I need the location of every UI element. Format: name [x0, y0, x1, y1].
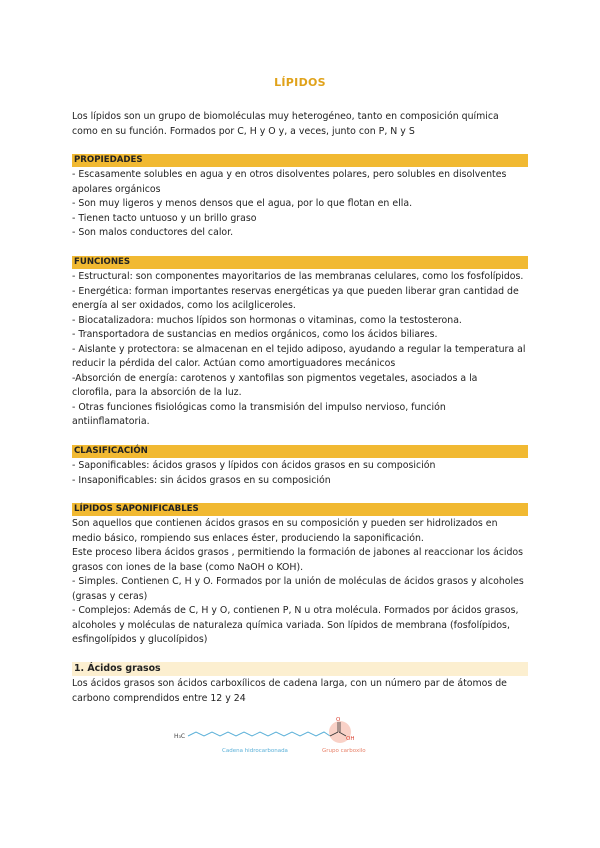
carboxyl-caption: Grupo carboxilo [322, 748, 366, 754]
list-item: - Transportadora de sustancias en medios orgánicos, como los ácidos biliares. [72, 329, 438, 340]
paragraph-line: medio básico, rompiendo sus enlaces éster, produciendo la saponificación. [72, 532, 424, 544]
list-item: - Insaponificables: sin ácidos grasos en su composición [72, 474, 331, 486]
list-item: - Son malos conductores del calor. [72, 227, 234, 238]
list-item: apolares orgánicos [72, 183, 161, 195]
list-item: (grasas y ceras) [72, 590, 148, 602]
list-item: - Biocatalizadora: muchos lípidos son hormonas o vitaminas, como la testosterona. [72, 314, 462, 326]
list-item: clorofila, para la absorción de la luz. [72, 387, 242, 398]
intro-line: Los lípidos son un grupo de biomoléculas muy heterogéneo, tanto en composición química [72, 111, 499, 122]
fatty-acid-diagram [172, 712, 372, 756]
list-item: - Son muy ligeros y menos densos que el agua, por lo que flotan en ella. [72, 198, 413, 209]
hydrocarbon-chain [188, 732, 330, 736]
list-item: - Otras funciones fisiológicas como la transmisión del impulso nervioso, función [72, 401, 446, 413]
intro-line: como en su función. Formados por C, H y O y, a veces, junto con P, N y S [72, 125, 415, 137]
section-clasificacion [72, 445, 528, 488]
oxygen-atom-label: O [336, 717, 341, 723]
list-item: - Saponificables: ácidos grasos y lípidos con ácidos grasos en su composición [72, 460, 436, 471]
section-saponificables [72, 503, 528, 648]
paragraph-line: Los ácidos grasos son ácidos carboxílicos de cadena larga, con un número par de átomos de [72, 678, 507, 689]
list-item: - Complejos: Además de C, H y O, contienen P, N u otra molécula. Formados por ácidos grasos, [72, 605, 519, 616]
list-item: energía al ser oxidados, como los acilgliceroles. [72, 300, 296, 311]
hydroxyl-label: OH [346, 736, 355, 742]
list-item: - Tienen tacto untuoso y un brillo graso [72, 212, 257, 224]
section-acidos-grasos [72, 662, 528, 706]
list-item: - Estructural: son componentes mayoritarios de las membranas celulares, como los fosfolípidos. [72, 271, 524, 282]
list-item: - Aislante y protectora: se almacenan en el tejido adiposo, ayudando a regular la temperatura al [72, 343, 526, 355]
page-title: LÍPIDOS [274, 76, 326, 89]
chain-caption: Cadena hidrocarbonada [222, 748, 288, 754]
section-heading: LÍPIDOS SAPONIFICABLES [72, 503, 528, 516]
list-item: - Simples. Contienen C, H y O. Formados por la unión de moléculas de ácidos grasos y alcoholes [72, 576, 524, 587]
list-item: alcoholes y moléculas de naturaleza química variada. Son lípidos de membrana (fosfolípidos, [72, 619, 510, 631]
section-heading: PROPIEDADES [72, 154, 528, 167]
list-item: esfingolípidos y glucolípidos) [72, 634, 208, 645]
paragraph-line: Este proceso libera ácidos grasos , permitiendo la formación de jabones al reaccionar los ácidos [72, 547, 524, 558]
subsection-heading: 1. Ácidos grasos [72, 662, 528, 676]
list-item: -Absorción de energía: carotenos y xantofilas son pigmentos vegetales, asociados a la [72, 372, 478, 384]
paragraph-line: Son aquellos que contienen ácidos grasos en su composición y pueden ser hidrolizados en [72, 518, 498, 529]
chain-start-label: H₃C [174, 733, 186, 740]
paragraph-line: carbono comprendidos entre 12 y 24 [72, 692, 246, 704]
section-heading: CLASIFICACIÓN [72, 445, 528, 458]
list-item: - Energética: forman importantes reservas energéticas ya que pueden liberar gran cantidad de [72, 285, 519, 297]
paragraph-line: grasos con iones de la base (como NaOH o KOH). [72, 561, 304, 573]
section-heading: FUNCIONES [72, 256, 528, 269]
section-funciones [72, 256, 528, 430]
intro-paragraph [72, 110, 528, 139]
list-item: antiinflamatoria. [72, 416, 150, 427]
section-propiedades [72, 154, 528, 241]
list-item: reducir la pérdida del calor. Actúan como amortiguadores mecánicos [72, 358, 396, 369]
list-item: - Escasamente solubles en agua y en otros disolventes polares, pero solubles en disolventes [72, 169, 507, 180]
